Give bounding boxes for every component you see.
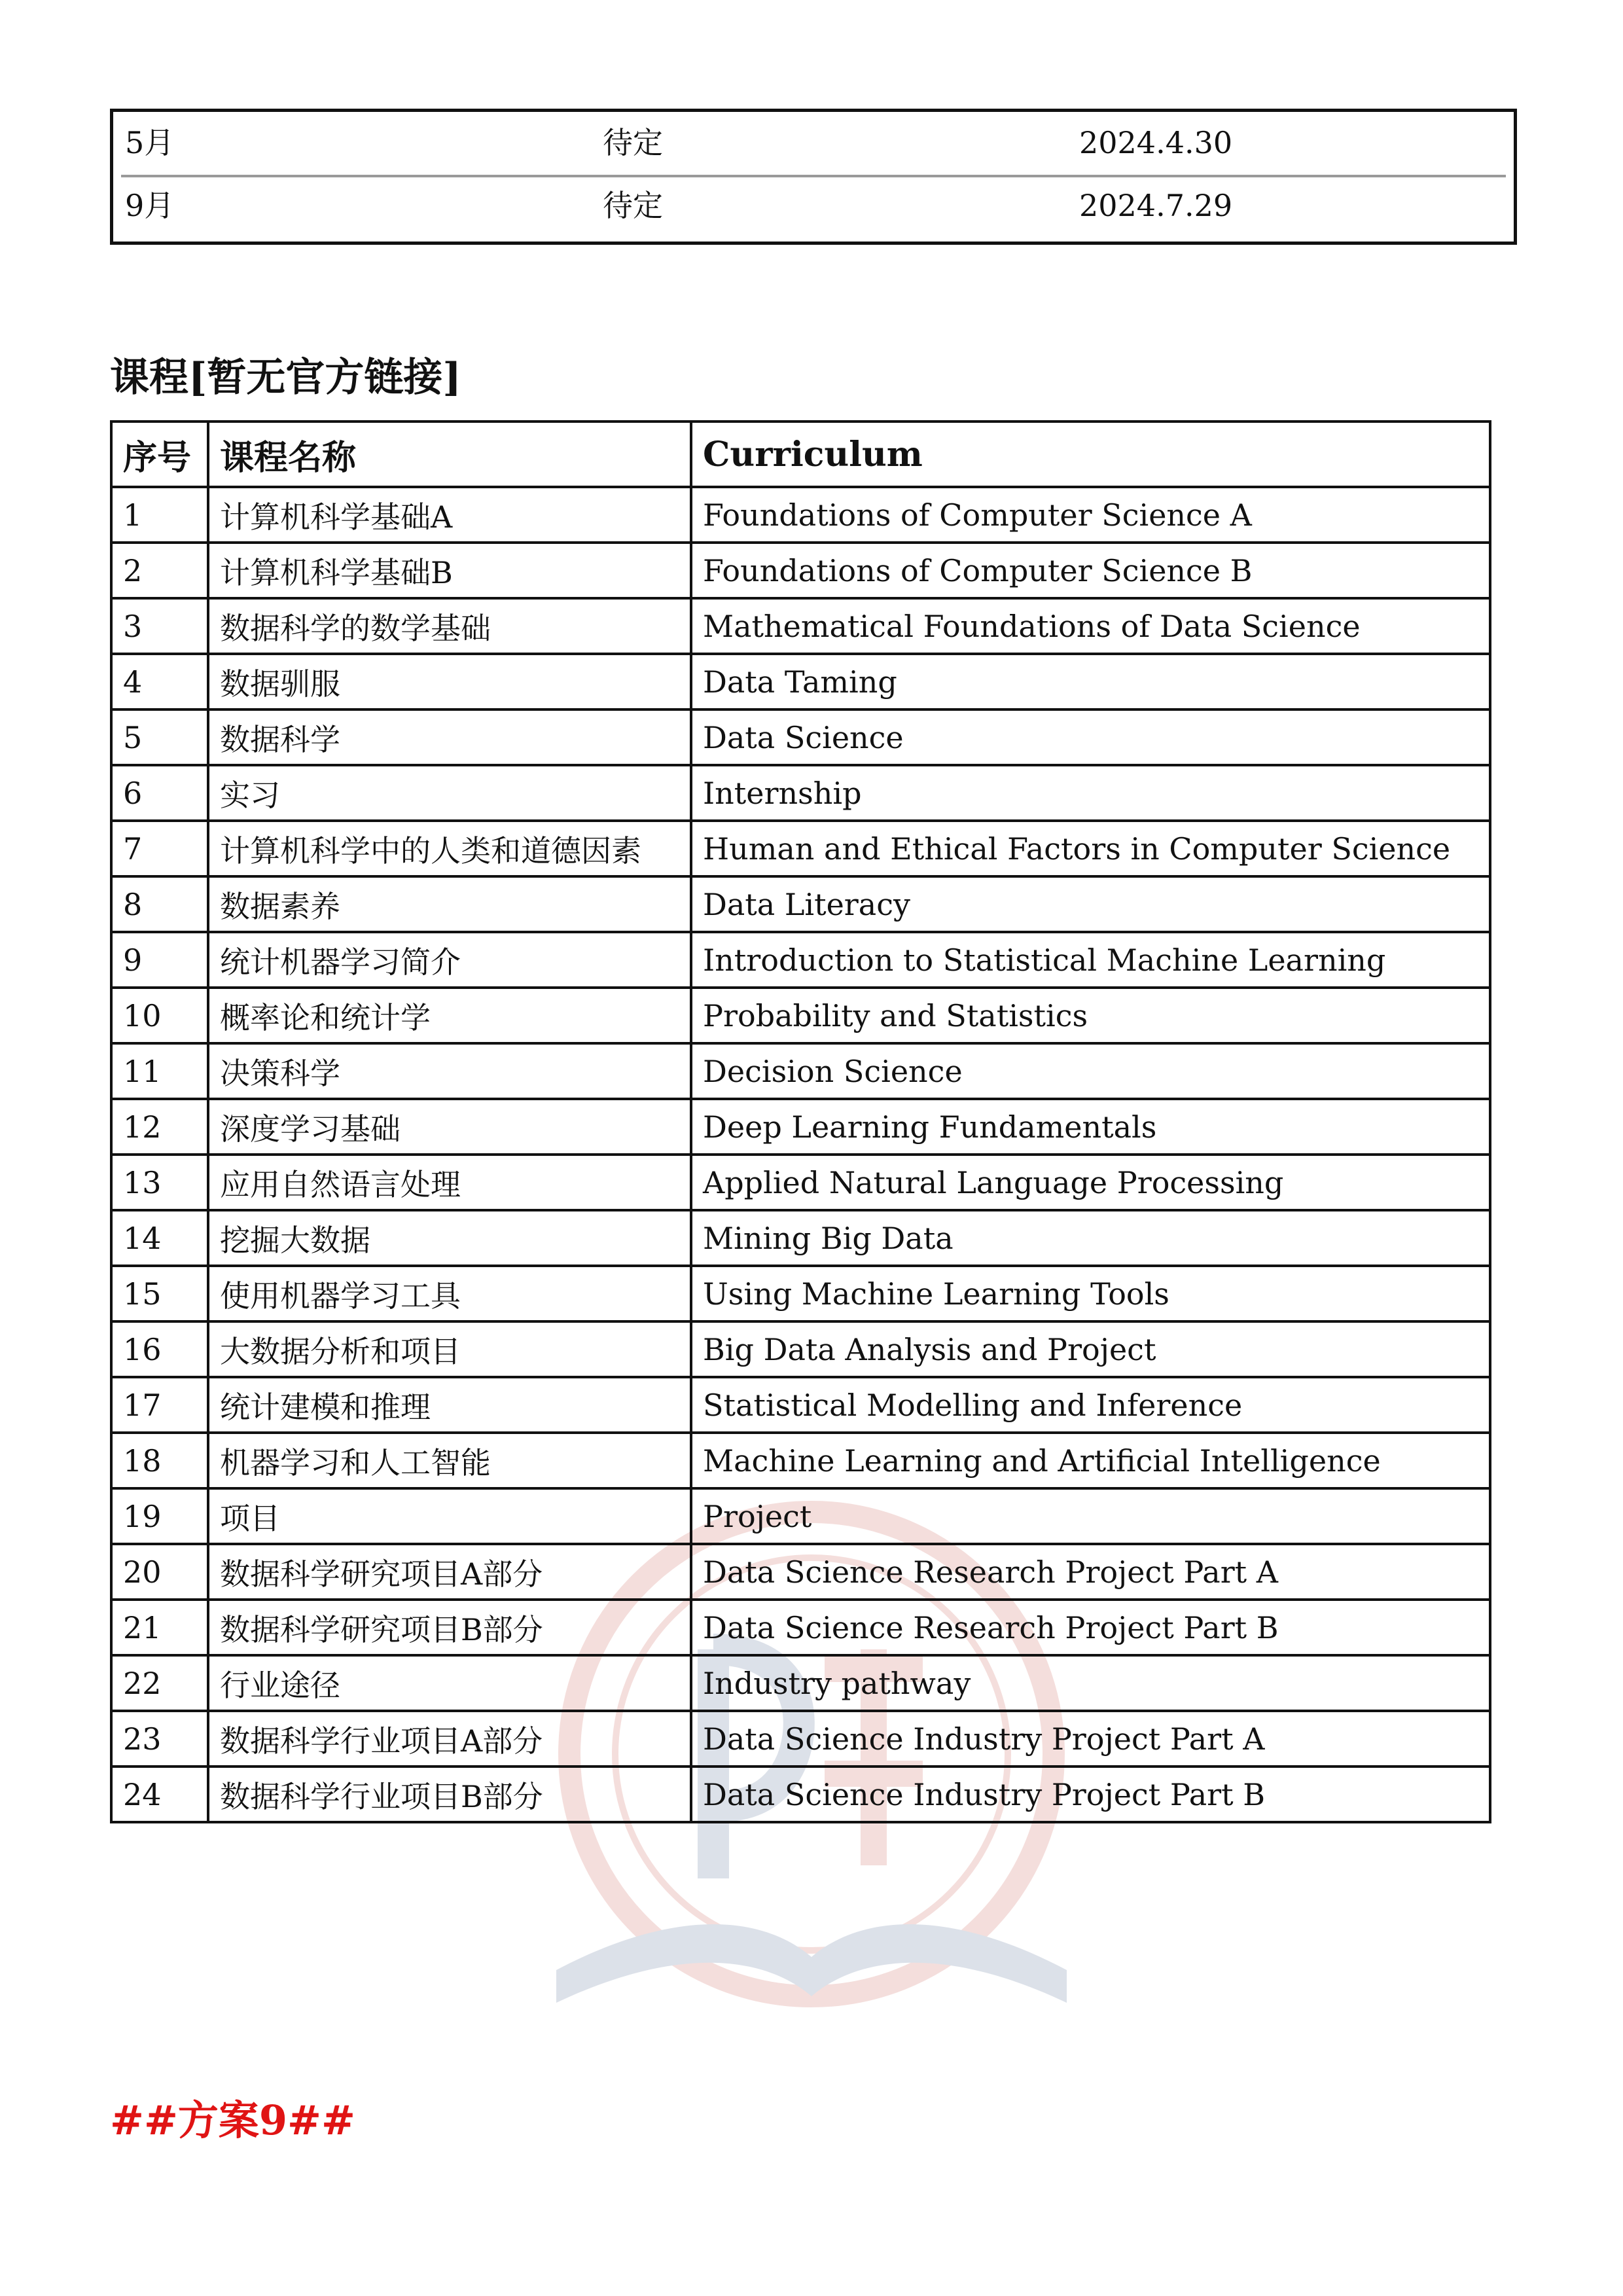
course-name-en-cell: Industry pathway bbox=[691, 1655, 1490, 1711]
course-name-cn-cell: 数据科学研究项目A部分 bbox=[208, 1544, 691, 1600]
course-number-cell: 15 bbox=[111, 1266, 208, 1321]
course-name-en-cell: Decision Science bbox=[691, 1043, 1490, 1099]
course-name-en-cell: Mining Big Data bbox=[691, 1210, 1490, 1266]
course-number-cell: 22 bbox=[111, 1655, 208, 1711]
course-name-cn-cell: 机器学习和人工智能 bbox=[208, 1433, 691, 1488]
course-number-cell: 11 bbox=[111, 1043, 208, 1099]
course-number-cell: 21 bbox=[111, 1600, 208, 1655]
course-name-cn-cell: 挖掘大数据 bbox=[208, 1210, 691, 1266]
course-name-cn-cell: 行业途径 bbox=[208, 1655, 691, 1711]
course-number-cell: 23 bbox=[111, 1711, 208, 1767]
course-name-cn-cell: 数据驯服 bbox=[208, 654, 691, 709]
table-row bbox=[111, 821, 1490, 876]
schedule-month: 5月 bbox=[125, 125, 175, 160]
table-header-row bbox=[111, 422, 1490, 487]
table-row bbox=[111, 598, 1490, 654]
course-name-en-cell: Data Science Industry Project Part A bbox=[691, 1711, 1490, 1767]
schedule-date: 2024.7.29 bbox=[1079, 188, 1233, 223]
course-name-cn-cell: 实习 bbox=[208, 765, 691, 821]
column-header-number: 序号 bbox=[111, 422, 208, 487]
course-name-cn-cell: 统计建模和推理 bbox=[208, 1377, 691, 1433]
course-number-cell: 2 bbox=[111, 543, 208, 598]
course-name-cn-cell: 数据科学的数学基础 bbox=[208, 598, 691, 654]
course-name-en-cell: Data Literacy bbox=[691, 876, 1490, 932]
table-row bbox=[111, 709, 1490, 765]
course-name-cn-cell: 计算机科学基础B bbox=[208, 543, 691, 598]
course-number-cell: 8 bbox=[111, 876, 208, 932]
course-name-en-cell: Using Machine Learning Tools bbox=[691, 1266, 1490, 1321]
course-name-cn-cell: 项目 bbox=[208, 1488, 691, 1544]
course-number-cell: 12 bbox=[111, 1099, 208, 1155]
course-name-en-cell: Applied Natural Language Processing bbox=[691, 1155, 1490, 1210]
course-number-cell: 17 bbox=[111, 1377, 208, 1433]
course-number-cell: 10 bbox=[111, 988, 208, 1043]
schedule-date: 2024.4.30 bbox=[1079, 125, 1233, 160]
course-number-cell: 5 bbox=[111, 709, 208, 765]
table-row bbox=[111, 1655, 1490, 1711]
course-name-en-cell: Probability and Statistics bbox=[691, 988, 1490, 1043]
course-name-en-cell: Data Science Industry Project Part B bbox=[691, 1767, 1490, 1822]
table-row bbox=[111, 1266, 1490, 1321]
course-name-cn-cell: 计算机科学基础A bbox=[208, 487, 691, 543]
course-number-cell: 9 bbox=[111, 932, 208, 988]
curriculum-table bbox=[110, 420, 1491, 1823]
course-name-en-cell: Project bbox=[691, 1488, 1490, 1544]
course-name-cn-cell: 使用机器学习工具 bbox=[208, 1266, 691, 1321]
course-name-en-cell: Data Science bbox=[691, 709, 1490, 765]
table-row bbox=[111, 1043, 1490, 1099]
course-name-cn-cell: 统计机器学习简介 bbox=[208, 932, 691, 988]
course-name-en-cell: Human and Ethical Factors in Computer Science bbox=[691, 821, 1490, 876]
course-name-en-cell: Statistical Modelling and Inference bbox=[691, 1377, 1490, 1433]
course-name-en-cell: Foundations of Computer Science A bbox=[691, 487, 1490, 543]
plan-label: ##方案9## bbox=[110, 2096, 355, 2144]
course-name-en-cell: Machine Learning and Artificial Intelligence bbox=[691, 1433, 1490, 1488]
table-row bbox=[111, 1600, 1490, 1655]
column-header-course-name: 课程名称 bbox=[208, 422, 691, 487]
table-row bbox=[111, 654, 1490, 709]
course-name-cn-cell: 应用自然语言处理 bbox=[208, 1155, 691, 1210]
course-number-cell: 3 bbox=[111, 598, 208, 654]
course-number-cell: 6 bbox=[111, 765, 208, 821]
schedule-row bbox=[113, 175, 1514, 236]
course-name-en-cell: Data Science Research Project Part A bbox=[691, 1544, 1490, 1600]
course-name-cn-cell: 数据科学 bbox=[208, 709, 691, 765]
course-name-cn-cell: 决策科学 bbox=[208, 1043, 691, 1099]
table-row bbox=[111, 876, 1490, 932]
table-row bbox=[111, 1711, 1490, 1767]
table-row bbox=[111, 1210, 1490, 1266]
course-number-cell: 13 bbox=[111, 1155, 208, 1210]
table-row bbox=[111, 543, 1490, 598]
course-name-en-cell: Mathematical Foundations of Data Science bbox=[691, 598, 1490, 654]
table-row bbox=[111, 1433, 1490, 1488]
table-row bbox=[111, 1767, 1490, 1822]
course-name-cn-cell: 数据素养 bbox=[208, 876, 691, 932]
course-name-cn-cell: 深度学习基础 bbox=[208, 1099, 691, 1155]
table-row bbox=[111, 765, 1490, 821]
course-name-cn-cell: 计算机科学中的人类和道德因素 bbox=[208, 821, 691, 876]
table-row bbox=[111, 1488, 1490, 1544]
course-name-en-cell: Internship bbox=[691, 765, 1490, 821]
course-number-cell: 4 bbox=[111, 654, 208, 709]
course-number-cell: 24 bbox=[111, 1767, 208, 1822]
table-row bbox=[111, 1377, 1490, 1433]
column-header-curriculum: Curriculum bbox=[691, 422, 1490, 487]
course-name-en-cell: Deep Learning Fundamentals bbox=[691, 1099, 1490, 1155]
schedule-status: 待定 bbox=[603, 125, 663, 160]
schedule-month: 9月 bbox=[125, 188, 175, 223]
course-number-cell: 7 bbox=[111, 821, 208, 876]
course-number-cell: 20 bbox=[111, 1544, 208, 1600]
course-name-cn-cell: 数据科学研究项目B部分 bbox=[208, 1600, 691, 1655]
courses-heading: 课程[暂无官方链接] bbox=[110, 355, 461, 401]
table-row bbox=[111, 1544, 1490, 1600]
schedule-status: 待定 bbox=[603, 188, 663, 223]
course-name-en-cell: Big Data Analysis and Project bbox=[691, 1321, 1490, 1377]
course-name-en-cell: Foundations of Computer Science B bbox=[691, 543, 1490, 598]
curriculum-table-body bbox=[111, 487, 1490, 1822]
course-name-en-cell: Data Science Research Project Part B bbox=[691, 1600, 1490, 1655]
course-name-cn-cell: 大数据分析和项目 bbox=[208, 1321, 691, 1377]
course-number-cell: 1 bbox=[111, 487, 208, 543]
table-row bbox=[111, 932, 1490, 988]
course-number-cell: 14 bbox=[111, 1210, 208, 1266]
course-name-cn-cell: 数据科学行业项目A部分 bbox=[208, 1711, 691, 1767]
course-name-en-cell: Introduction to Statistical Machine Learning bbox=[691, 932, 1490, 988]
schedule-row bbox=[113, 112, 1514, 173]
course-name-cn-cell: 数据科学行业项目B部分 bbox=[208, 1767, 691, 1822]
course-name-cn-cell: 概率论和统计学 bbox=[208, 988, 691, 1043]
course-number-cell: 18 bbox=[111, 1433, 208, 1488]
table-row bbox=[111, 1099, 1490, 1155]
table-row bbox=[111, 487, 1490, 543]
course-number-cell: 19 bbox=[111, 1488, 208, 1544]
table-row bbox=[111, 988, 1490, 1043]
table-row bbox=[111, 1155, 1490, 1210]
course-number-cell: 16 bbox=[111, 1321, 208, 1377]
course-name-en-cell: Data Taming bbox=[691, 654, 1490, 709]
table-row bbox=[111, 1321, 1490, 1377]
schedule-table bbox=[110, 109, 1517, 245]
